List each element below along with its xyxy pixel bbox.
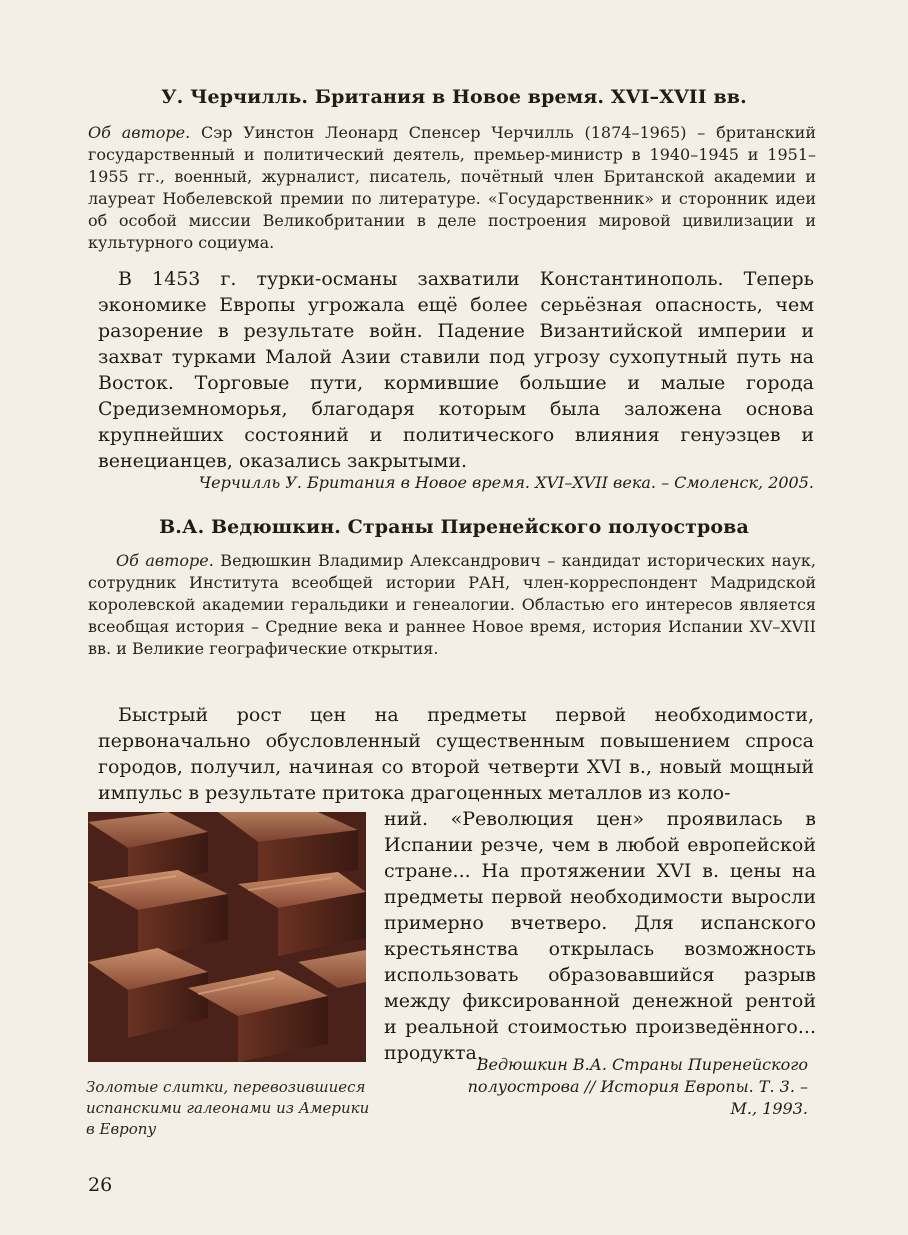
gold-bars-illustration [88,812,366,1062]
section1-citation: Черчилль У. Британия в Новое время. XVI–XVII века. – Смоленск, 2005. [198,473,814,492]
section2-about-text: Ведюшкин Владимир Александрович – кандидат исторических наук, сотрудник Института всеобщей истории РАН, член-корреспондент Мадридской королевской академии геральдики и генеалогии. Областью его интересов является всеобщая история – Средние века и раннее Новое время, история Испании XV–XVII вв. и Великие географические открытия. [88,551,817,658]
section1-heading: У. Черчилль. Британия в Новое время. XVI–XVII вв. [161,86,747,108]
section1-about-text: Сэр Уинстон Леонард Спенсер Черчилль (1874–1965) – британский государственный и политический деятель, премьер-министр в 1940–1945 и 1951–1955 гг., военный, журналист, писатель, почётный член Британской академии и лауреат Нобелевской премии по литературе. «Государственник» и сторонник идеи об особой миссии Великобритании в деле построения мировой цивилизации и культурного социума. [88,123,817,252]
section2-citation [384,1054,808,1120]
page-number: 26 [88,1174,113,1196]
section1-text [98,266,814,474]
section1-about-author [88,122,816,254]
figure-caption: Золотые слитки, перевозившиеся испанскими галеонами из Америки в Европу [86,1078,370,1138]
section1-paragraph: В 1453 г. турки-османы захватили Константинополь. Теперь экономике Европы угрожала ещё более серьёзная опасность, чем разорение в результате войн. Падение Византийской империи и захват турками Малой Азии ставили под угрозу сухопутный путь на Восток. Торговые пути, кормившие большие и малые города Средиземноморья, благодаря которым была заложена основа крупнейших состояний и политического влияния генуэзцев и венецианцев, оказались закрытыми. [98,268,814,472]
section2-text-top [98,702,814,806]
section2-citation-line2: полуострова // История Европы. Т. 3. – [467,1077,808,1096]
section2-text-side [384,806,816,1066]
section2-citation-line3: М., 1993. [730,1099,808,1118]
section1-about-lead: Об авторе. [88,123,191,142]
section2-paragraph-side: ний. «Революция цен» проявилась в Испании резче, чем в любой европейской стране... На протяжении XVI в. цены на предметы первой необходимости выросли примерно вчетверо. Для испанского крестьянства открылась возможность использовать образовавшийся разрыв между фиксированной денежной рентой и реальной стоимостью произведённого... продукта. [384,808,816,1064]
section2-about-lead: Об авторе. [116,551,214,570]
section2-citation-line1: Ведюшкин В.А. Страны Пиренейского [476,1055,808,1074]
section2-heading: В.А. Ведюшкин. Страны Пиренейского полуострова [159,516,749,538]
section2-about-author [88,550,816,660]
gold-bars-photo [88,812,366,1062]
section2-paragraph-top: Быстрый рост цен на предметы первой необходимости, первоначально обусловленный существенным повышением спроса городов, получил, начиная со второй четверти XVI в., новый мощный импульс в результате притока драгоценных металлов из коло- [98,704,814,804]
